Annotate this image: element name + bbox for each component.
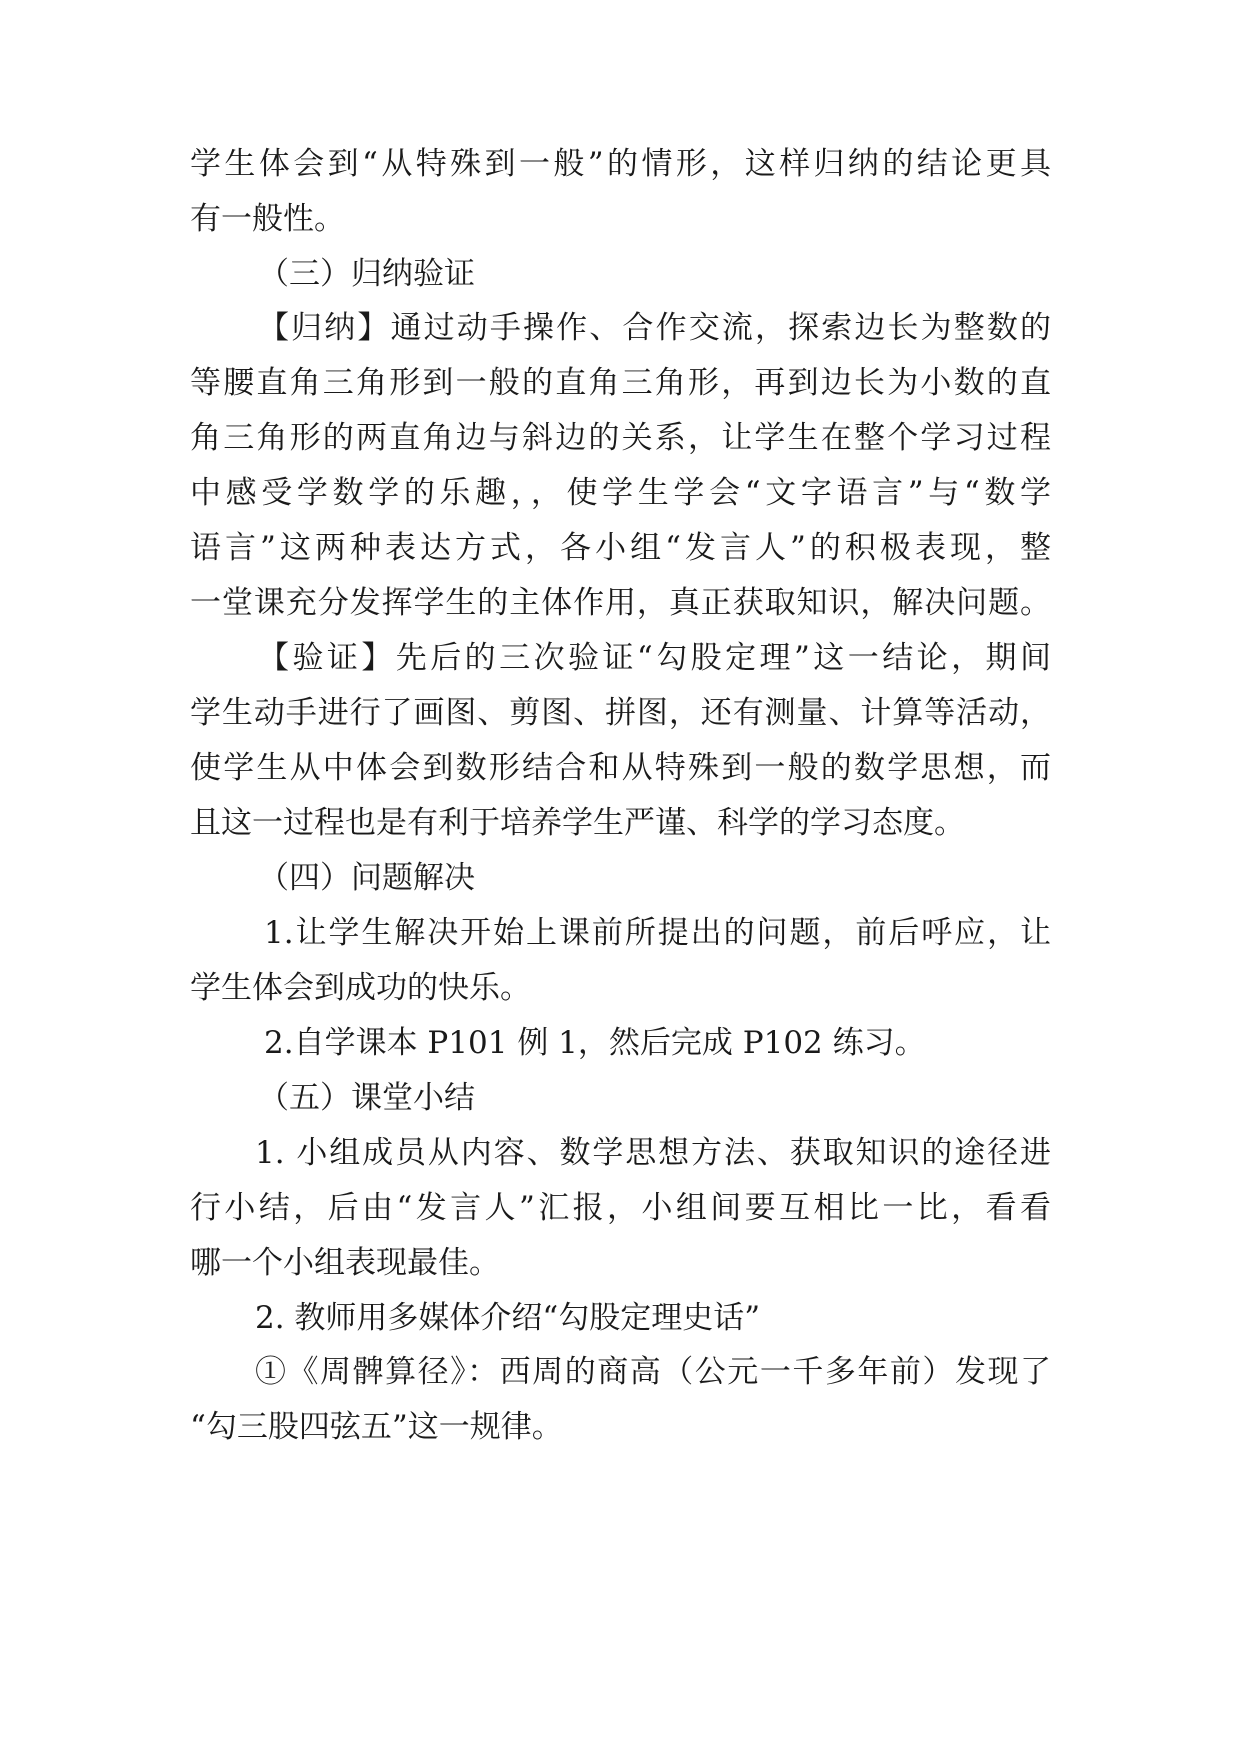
text-line: 【验证】先后的三次验证“勾股定理”这一结论，期间: [258, 640, 1051, 676]
text-line: 学生体会到成功的快乐。: [190, 970, 531, 1006]
section-heading: （五）课堂小结: [258, 1080, 475, 1116]
text-line: 行小结，后由“发言人”汇报，小组间要互相比一比，看看: [190, 1190, 1051, 1226]
section-heading: （三）归纳验证: [258, 256, 475, 292]
text-line: 2.自学课本 P101 例 1，然后完成 P102 练习。: [264, 1025, 926, 1061]
text-line: 语言”这两种表达方式，各小组“发言人”的积极表现，整: [190, 530, 1051, 566]
text-line: 且这一过程也是有利于培养学生严谨、科学的学习态度。: [190, 805, 965, 841]
text-line: 2. 教师用多媒体介绍“勾股定理史话”: [255, 1300, 761, 1336]
text-line: 学生动手进行了画图、剪图、拼图，还有测量、计算等活动，: [190, 695, 1051, 731]
text-line: 角三角形的两直角边与斜边的关系，让学生在整个学习过程: [190, 420, 1051, 456]
text-line: 使学生从中体会到数形结合和从特殊到一般的数学思想，而: [190, 750, 1051, 786]
text-line: 1.让学生解决开始上课前所提出的问题，前后呼应，让: [264, 915, 1051, 951]
text-line: 一堂课充分发挥学生的主体作用，真正获取知识，解决问题。: [190, 585, 1051, 621]
text-line: 1. 小组成员从内容、数学思想方法、获取知识的途径进: [255, 1135, 1051, 1171]
text-line: 【归纳】通过动手操作、合作交流，探索边长为整数的: [258, 310, 1051, 346]
text-line: ①《周髀算径》：西周的商高（公元一千多年前）发现了: [255, 1354, 1051, 1390]
text-line: 等腰直角三角形到一般的直角三角形，再到边长为小数的直: [190, 365, 1051, 401]
section-heading: （四）问题解决: [258, 860, 475, 896]
text-line: 学生体会到“从特殊到一般”的情形，这样归纳的结论更具: [190, 146, 1051, 182]
text-line: 有一般性。: [190, 201, 345, 237]
text-line: “勾三股四弦五”这一规律。: [190, 1409, 563, 1445]
text-line: 中感受学数学的乐趣，，使学生学会“文字语言”与“数学: [190, 475, 1051, 511]
text-line: 哪一个小组表现最佳。: [190, 1245, 500, 1281]
